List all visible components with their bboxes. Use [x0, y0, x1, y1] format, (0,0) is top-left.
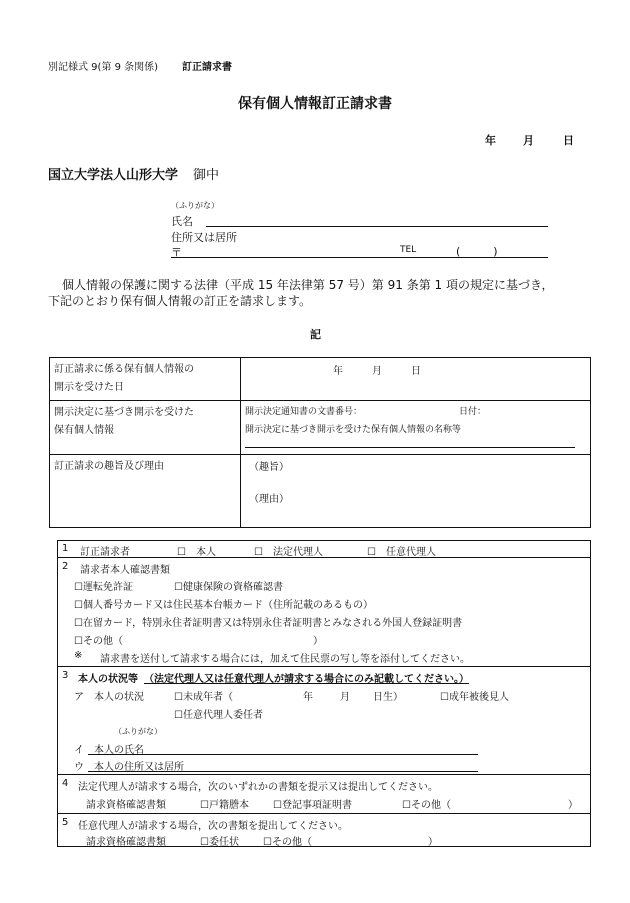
checkbox-residence-card-label: 在留カード，特別永住者証明書又は特別永住者証明書とみなされる外国人登録証明書	[82, 618, 463, 629]
principal-status-label: ア 本人の状況	[74, 692, 144, 703]
form-name: 訂正請求書	[182, 62, 232, 73]
date-year-label: 年	[485, 134, 496, 147]
form-reference: 別記様式 9(第 9 条関係)	[48, 62, 159, 73]
checkbox-drivers-license-label: 運転免許証	[82, 582, 133, 593]
requester-info-box	[57, 540, 591, 847]
disclosure-day: 日	[411, 366, 421, 377]
checkbox-mynumber-card-label: 個人番号カード又は住民基本台帳カード（住所記載のあるもの）	[82, 600, 373, 611]
checkbox-registry-cert[interactable]: ☐登記事項証明書	[273, 800, 352, 811]
minor-birth-year: 年	[303, 692, 313, 703]
section2-number: 2	[62, 561, 69, 572]
voluntary-other-close-paren: ）	[428, 837, 438, 848]
principal-address-label: ウ 本人の住所又は居所	[74, 762, 184, 773]
section2-label: 請求者本人確認書類	[80, 565, 170, 576]
minor-birth-day: 日生）	[373, 692, 403, 703]
disclosed-info-label	[50, 401, 241, 455]
notice-doc-number: 開示決定通知書の文書番号：	[245, 407, 363, 417]
requester-address-field[interactable]	[171, 257, 548, 258]
requester-name-label: 氏名	[171, 215, 193, 228]
other-id-close-paren: ）	[313, 636, 323, 647]
checkbox-family-register-label: 戸籍謄本	[208, 800, 249, 811]
checkbox-voluntary-other-label: その他（	[271, 837, 312, 848]
principal-furigana: （ふりがな）	[114, 727, 162, 736]
checkbox-voluntary-principal[interactable]: ☐任意代理人委任者	[174, 710, 263, 721]
checkbox-voluntary-other[interactable]: ☐その他（	[263, 837, 312, 848]
purpose-label: （趣旨）	[249, 462, 289, 473]
checkbox-voluntary-agent[interactable]: ☐ 任意代理人	[367, 547, 436, 558]
honorific: 御中	[193, 168, 220, 183]
disclosed-info-label-line2: 保有個人情報	[54, 425, 114, 436]
checkbox-voluntary-principal-label: 任意代理人委任者	[182, 710, 263, 721]
principal-address-field[interactable]	[88, 771, 478, 772]
checkbox-drivers-license[interactable]: ☐運転免許証	[74, 582, 133, 593]
checkbox-power-of-attorney[interactable]: ☐委任状	[200, 837, 239, 848]
disclosed-info-name-field[interactable]	[245, 447, 575, 448]
section1-number: 1	[62, 543, 69, 554]
checkbox-minor[interactable]: ☐未成年者（	[174, 692, 233, 703]
intro-line-2: 下記のとおり保有個人情報の訂正を請求します。	[48, 294, 312, 308]
section3-note: （法定代理人又は任意代理人が請求する場合にのみ記載してください。）	[144, 674, 469, 685]
checkbox-health-insurance-label: 健康保険の資格確認書	[182, 582, 283, 593]
disclosure-date-label-line2: 開示を受けた日	[54, 382, 124, 393]
disclosure-year: 年	[333, 366, 343, 377]
checkbox-self[interactable]: ☐ 本人	[177, 547, 216, 558]
checkbox-health-insurance[interactable]: ☐健康保険の資格確認書	[174, 582, 283, 593]
checkbox-family-register[interactable]: ☐戸籍謄本	[200, 800, 249, 811]
disclosed-info-label-line1: 開示決定に基づき開示を受けた	[54, 407, 194, 418]
section-requester-type	[58, 541, 590, 558]
addressee: 国立大学法人山形大学	[48, 168, 179, 183]
checkbox-self-label: 本人	[195, 547, 216, 558]
disclosure-date-label	[50, 358, 241, 401]
reason-label: （理由）	[249, 494, 289, 505]
checkbox-legal-other[interactable]: ☐その他（	[402, 800, 451, 811]
note-mark: ※	[74, 650, 83, 661]
checkbox-residence-card[interactable]: ☐在留カード，特別永住者証明書又は特別永住者証明書とみなされる外国人登録証明書	[74, 618, 463, 629]
legal-other-close-paren: ）	[568, 800, 578, 811]
date-day-label: 日	[563, 134, 574, 147]
purpose-reason-cell[interactable]	[241, 455, 591, 528]
checkbox-adult-ward-label: 成年被後見人	[448, 692, 509, 703]
checkbox-legal-other-label: その他（	[410, 800, 451, 811]
checkbox-voluntary-agent-label: 任意代理人	[385, 547, 436, 558]
checkbox-legal-agent-label: 法定代理人	[272, 547, 323, 558]
ki-label: 記	[310, 328, 321, 341]
checkbox-legal-agent[interactable]: ☐ 法定代理人	[254, 547, 323, 558]
checkbox-adult-ward[interactable]: ☐成年被後見人	[440, 692, 509, 703]
section5-label: 任意代理人が請求する場合，次の書類を提出してください。	[78, 821, 348, 832]
minor-birth-month: 月	[340, 692, 350, 703]
disclosure-month: 月	[372, 366, 382, 377]
section-legal-agent-docs	[58, 775, 590, 814]
checkbox-power-of-attorney-label: 委任状	[208, 837, 239, 848]
section3-label: 本人の状況等	[78, 674, 138, 685]
section5-doc-label: 請求資格確認書類	[86, 837, 166, 848]
notice-date: 日付：	[459, 407, 487, 417]
disclosure-date-cell[interactable]	[241, 358, 591, 401]
request-detail-table	[49, 357, 591, 528]
checkbox-other-id[interactable]: ☐その他（	[74, 636, 123, 647]
requester-furigana: （ふりがな）	[171, 201, 219, 210]
tel-parens: ( )	[456, 245, 498, 258]
disclosed-info-cell[interactable]	[241, 401, 591, 455]
section-id-documents	[58, 558, 590, 667]
checkbox-registry-cert-label: 登記事項証明書	[281, 800, 352, 811]
purpose-reason-label-text: 訂正請求の趣旨及び理由	[54, 461, 164, 472]
requester-address-label: 住所又は居所	[171, 231, 237, 244]
postal-mark: 〒	[171, 246, 182, 259]
checkbox-minor-label: 未成年者（	[182, 692, 233, 703]
checkbox-mynumber-card[interactable]: ☐個人番号カード又は住民基本台帳カード（住所記載のあるもの）	[74, 600, 373, 611]
principal-name-label: イ 本人の氏名	[74, 745, 144, 756]
principal-name-field[interactable]	[88, 754, 478, 755]
disclosed-info-name: 開示決定に基づき開示を受けた保有個人情報の名称等	[245, 425, 462, 435]
disclosure-date-label-line1: 訂正請求に係る保有個人情報の	[54, 364, 194, 375]
date-month-label: 月	[523, 134, 534, 147]
section-principal-status	[58, 667, 590, 775]
section4-doc-label: 請求資格確認書類	[86, 800, 166, 811]
section1-label: 訂正請求者	[80, 547, 130, 558]
page-title: 保有個人情報訂正請求書	[238, 96, 392, 112]
section3-number: 3	[62, 670, 69, 681]
purpose-reason-label	[50, 455, 241, 528]
tel-label: TEL	[400, 245, 417, 255]
section4-label: 法定代理人が請求する場合，次のいずれかの書類を提示又は提出してください。	[78, 782, 438, 793]
intro-line-1: 個人情報の保護に関する法律（平成 15 年法律第 57 号）第 91 条第 1 項の規定に基づき，	[62, 278, 554, 292]
requester-name-field[interactable]	[206, 226, 548, 227]
checkbox-other-id-label: その他（	[82, 636, 123, 647]
section5-number: 5	[62, 817, 69, 828]
mail-note: 請求書を送付して請求する場合には，加えて住民票の写し等を添付してください。	[100, 654, 470, 665]
section-voluntary-agent-docs	[58, 814, 590, 846]
section4-number: 4	[62, 778, 69, 789]
